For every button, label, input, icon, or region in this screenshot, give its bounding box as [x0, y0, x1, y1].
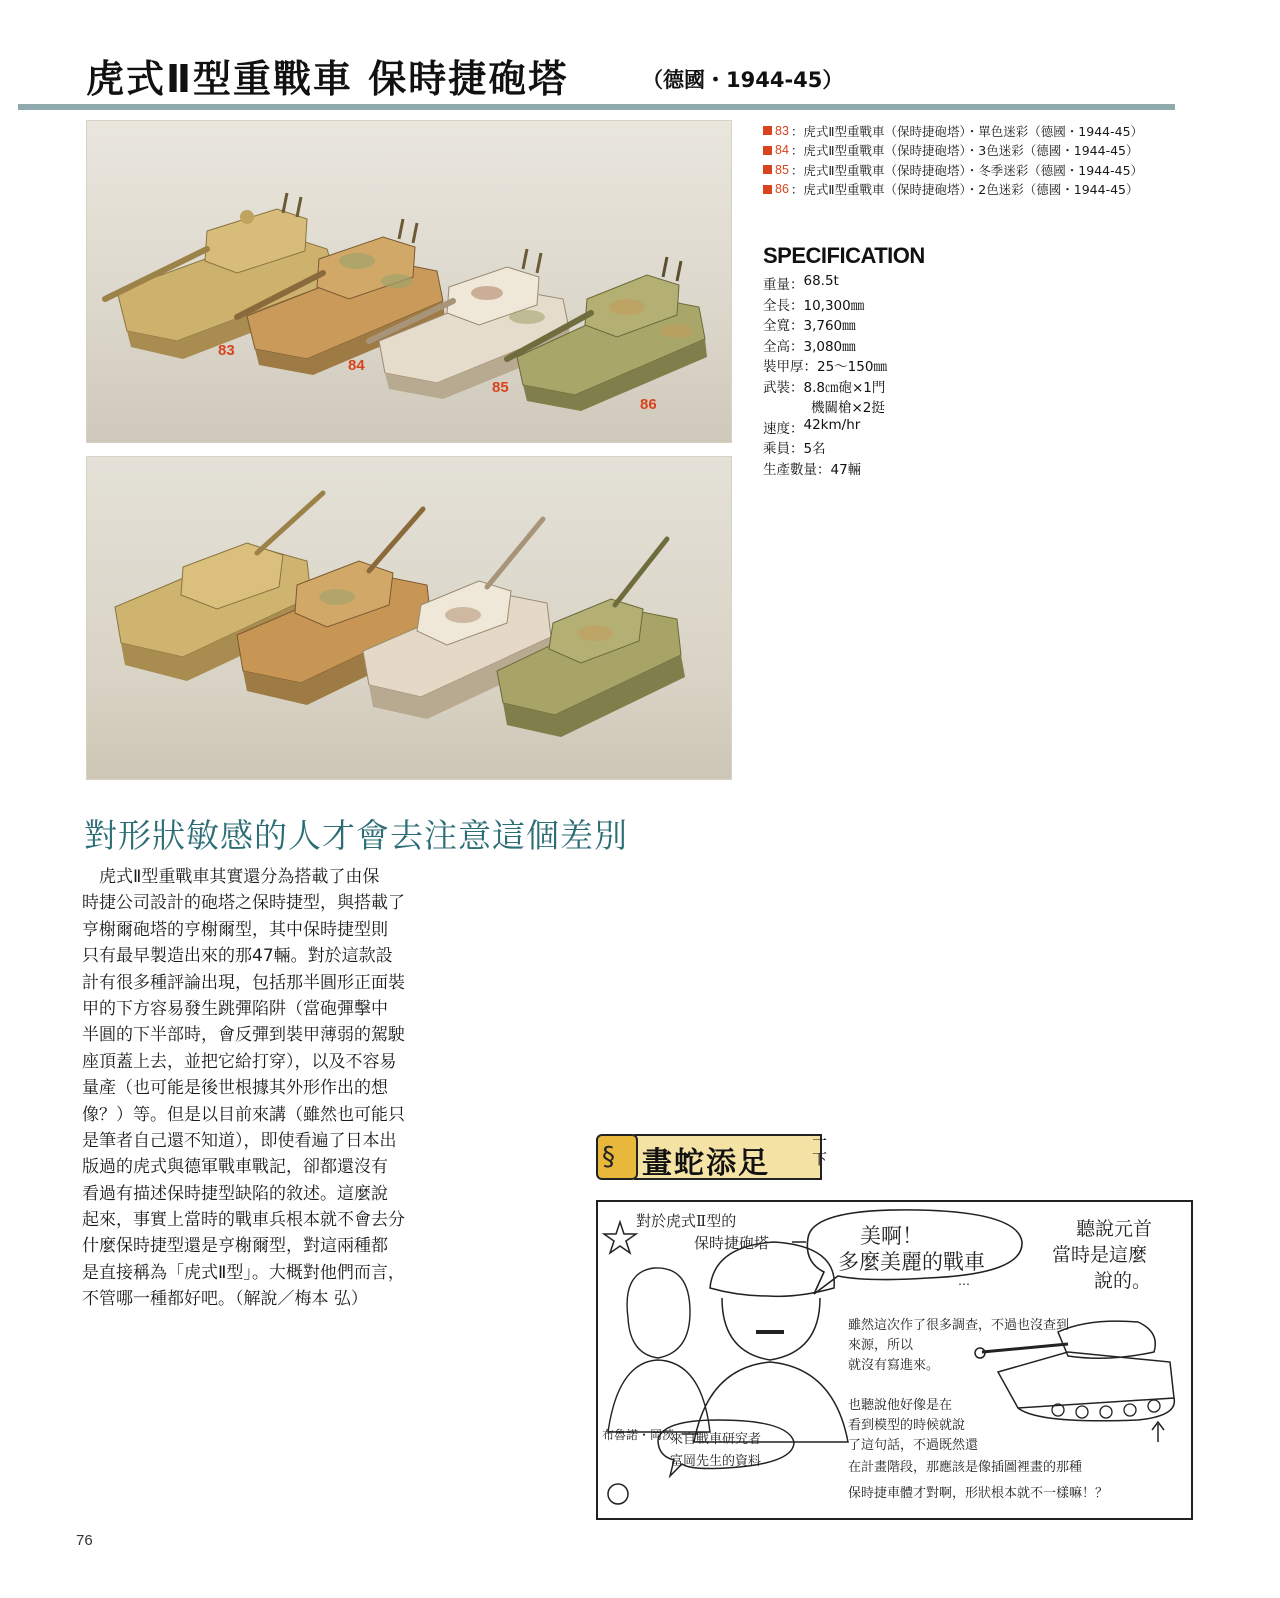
comic-panel [596, 1200, 1193, 1520]
page-header [86, 48, 1176, 104]
specification-block [763, 243, 1023, 478]
spec-key: 乘員 [763, 441, 790, 457]
spec-separator: ： [803, 359, 817, 375]
person-label: 布魯諾・岡茨 [602, 1428, 675, 1442]
bubble-source-line2: 富岡先生的資料 [670, 1454, 762, 1469]
snake-icon: § [596, 1134, 638, 1180]
note-line5: 看到模型的時候就說 [848, 1418, 966, 1433]
article-headline: 對形狀敏感的人才會去注意這個差別 [84, 816, 628, 855]
artist-seal-icon [608, 1484, 628, 1504]
caption-star-line2: 保時捷砲塔 [694, 1234, 770, 1252]
page-title: 虎式Ⅱ型重戰車 保時捷砲塔 [86, 57, 569, 101]
body-line: 計有很多種評論出現，包括那半圓形正面裝 [82, 972, 405, 993]
note-line6: 了這句話，不過既然還 [848, 1438, 979, 1453]
article-body [82, 864, 427, 1313]
note-line3: 就沒有寫進來。 [848, 1358, 940, 1373]
body-line: 量產（也可能是後世根據其外形作出的想 [82, 1078, 388, 1099]
tank-models-photo-rear [86, 456, 732, 780]
variant-number: 86 [775, 182, 789, 197]
variant-number: 83 [775, 123, 789, 138]
spec-row [763, 294, 1023, 315]
list-item [763, 160, 1183, 180]
tank-label-83: 83 [218, 342, 235, 359]
spec-key: 全高 [763, 338, 790, 355]
spec-row [763, 437, 1023, 458]
body-line: 什麼保時捷型還是亨榭爾型，對這兩種都 [82, 1236, 388, 1257]
note-line4: 也聽說他好像是在 [848, 1398, 953, 1413]
side-text-line2: 當時是這麼 [1052, 1244, 1148, 1266]
spec-value: 5名 [803, 441, 826, 457]
body-line: 像？）等。但是以目前來講（雖然也可能只 [82, 1104, 405, 1125]
spec-row [763, 396, 1023, 417]
bubble-main-dots: … [958, 1274, 970, 1288]
spec-key: 速度 [763, 420, 790, 437]
red-square-icon [763, 165, 772, 174]
spec-key: 生產數量 [763, 461, 817, 478]
side-text-line1: 聽說元首 [1076, 1218, 1153, 1240]
variant-description: ：虎式Ⅱ型重戰車（保時捷砲塔）・3色迷彩（德國・1944-45） [790, 143, 1139, 159]
spec-separator: ： [790, 297, 804, 314]
spec-value: 42km/hr [803, 416, 861, 433]
body-line: 只有最早製造出來的那47輛。對於這款設 [82, 946, 393, 967]
note-line1: 雖然這次作了很多調查，不過也沒查到 [848, 1318, 1070, 1333]
spec-key: 全寬 [763, 318, 790, 334]
spec-key: 重量 [763, 277, 790, 293]
list-item [763, 141, 1183, 161]
body-line: 亨榭爾砲塔的亨榭爾型，其中保時捷型則 [82, 919, 388, 940]
variant-number: 84 [775, 143, 789, 158]
tank-label-86: 86 [640, 396, 657, 413]
spec-row [763, 314, 1023, 335]
page-number: 76 [76, 1532, 93, 1549]
note-line2: 來源，所以 [848, 1338, 914, 1353]
spec-separator: ： [790, 277, 804, 293]
body-line: 是直接稱為「虎式Ⅱ型」。大概對他們而言， [82, 1262, 405, 1283]
spec-row [763, 335, 1023, 356]
comic-part-label: 一下 [812, 1132, 828, 1168]
tank-models-photo-front [86, 120, 732, 443]
body-line: 虎式Ⅱ型重戰車其實還分為搭載了由保 [82, 867, 380, 887]
spec-value: 25〜150㎜ [817, 359, 887, 375]
spec-value: 68.5t [803, 273, 839, 289]
spec-value: 機關槍×2挺 [811, 400, 885, 416]
comic-header [596, 1130, 826, 1184]
spec-separator: ： [790, 441, 804, 457]
man-left-head [627, 1268, 690, 1358]
tank-sketch [975, 1321, 1174, 1421]
officer-face [722, 1298, 820, 1360]
spec-value: 3,760㎜ [803, 318, 856, 334]
bubble-main-line2: 多麼美麗的戰車 [838, 1250, 985, 1274]
spec-key: 裝甲厚 [763, 359, 804, 375]
spec-separator: ： [790, 318, 804, 334]
spec-separator: ： [790, 379, 804, 396]
variant-list [763, 121, 1183, 199]
body-line: 版過的虎式與德軍戰車戰記，卻都還沒有 [82, 1157, 388, 1178]
body-line: 時捷公司設計的砲塔之保時捷型，與搭載了 [82, 893, 405, 914]
spec-heading: SPECIFICATION [763, 243, 925, 268]
spec-row [763, 376, 1023, 397]
spec-row [763, 417, 1023, 438]
tank-label-85: 85 [492, 379, 509, 396]
tank-models-illustration-front [87, 121, 732, 443]
list-item [763, 121, 1183, 141]
list-item [763, 180, 1183, 200]
spec-row [763, 458, 1023, 479]
spec-separator: ： [790, 420, 804, 437]
spec-value: 47輛 [830, 461, 862, 478]
caption-star-line1: 對於虎式Ⅱ型的 [636, 1212, 737, 1230]
bubble-main-line1: 美啊！ [860, 1224, 923, 1248]
comic-title: 畫蛇添足 [642, 1146, 770, 1181]
star-icon [604, 1222, 636, 1253]
red-square-icon [763, 185, 772, 194]
spec-row [763, 355, 1023, 376]
body-line: 甲的下方容易發生跳彈陷阱（當砲彈擊中 [82, 998, 388, 1019]
page-subtitle: （德國・1944-45） [642, 68, 844, 92]
red-square-icon [763, 146, 772, 155]
spec-value: 8.8㎝砲×1門 [803, 379, 886, 396]
variant-number: 85 [775, 162, 789, 177]
spec-separator: ： [790, 338, 804, 355]
variant-description: ：虎式Ⅱ型重戰車（保時捷砲塔）・冬季迷彩（德國・1944-45） [790, 162, 1144, 178]
variant-description: ：虎式Ⅱ型重戰車（保時捷砲塔）・2色迷彩（德國・1944-45） [790, 182, 1139, 198]
spec-separator: ： [817, 461, 831, 478]
side-text-line3: 說的。 [1094, 1270, 1152, 1292]
body-line: 不管哪一種都好吧。（解說／梅本 弘） [82, 1289, 368, 1310]
spec-value: 3,080㎜ [803, 338, 856, 355]
variant-description: ：虎式Ⅱ型重戰車（保時捷砲塔）・單色迷彩（德國・1944-45） [790, 123, 1144, 139]
body-line: 座頂蓋上去，並把它給打穿），以及不容易 [82, 1051, 397, 1072]
red-square-icon [763, 126, 772, 135]
note-line7: 在計畫階段，那應該是像插圖裡畫的那種 [848, 1460, 1083, 1475]
tank-models-illustration-rear [87, 457, 732, 780]
spec-value: 10,300㎜ [803, 297, 865, 314]
body-line: 是筆者自己還不知道），即使看遍了日本出 [82, 1130, 397, 1151]
tank-label-84: 84 [348, 357, 365, 374]
note-line8: 保時捷車體才對啊，形狀根本就不一樣嘛！？ [848, 1486, 1109, 1501]
spec-row [763, 273, 1023, 294]
spec-key: 武裝 [763, 379, 790, 396]
spec-key: 全長 [763, 297, 790, 314]
title-rule [18, 104, 1175, 110]
bubble-source-line1: 來自戰車研究者 [670, 1432, 762, 1447]
body-line: 看過有描述保時捷型缺陷的敘述。這麼說 [82, 1183, 388, 1204]
body-line: 半圓的下半部時，會反彈到裝甲薄弱的駕駛 [82, 1025, 405, 1046]
body-line: 起來，事實上當時的戰車兵根本就不會去分 [82, 1210, 405, 1231]
